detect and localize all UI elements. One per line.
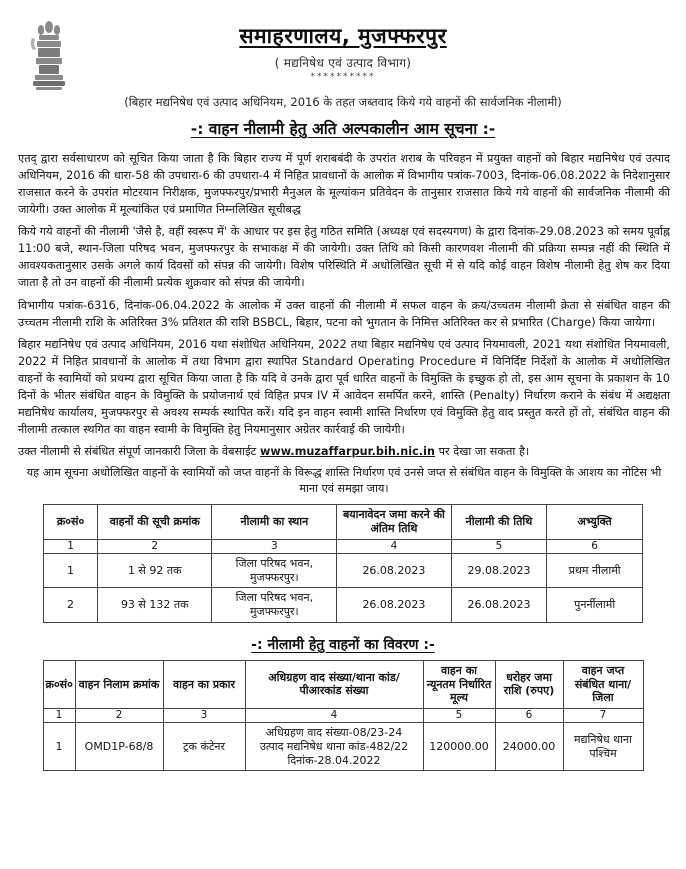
t2-r1-station-line1: मद्यनिषेध थाना (574, 733, 632, 747)
t1-colnum-1: 1 (44, 539, 98, 553)
t1-header-auction-date: नीलामी की तिथि (451, 505, 547, 540)
table-column-number-row (44, 539, 643, 553)
vehicle-details-heading: -: नीलामी हेतु वाहनों का विवरण :- (251, 636, 435, 653)
vehicle-details-table (43, 660, 644, 772)
t1-header-sno: क्र०सं० (44, 505, 98, 540)
paragraph-3: विभागीय पत्रांक-6316, दिनांक-06.04.2022 के आलोक में उक्त वाहनों की नीलामी में सफल वाहन के क्रय/उच्चतम नीलामी क्रेता से संबंधित वाहन की उच्चतम नीलामी राशि के अतिरिक्त 3% प्रतिशत की राशि BSBCL, बिहार, पटना को भुगतान के निमित्त अतिरिक्त कर से प्रभारित (Charge) किया जायेगा। (18, 298, 670, 329)
website-sentence-suffix: पर (438, 444, 450, 458)
t2-colnum-7: 7 (563, 709, 643, 723)
t2-r1-sno: 1 (43, 723, 75, 771)
t2-header-deposit: धरोहर जमा राशि (रुपए) (495, 660, 563, 708)
paragraph-6: यह आम सूचना अधोलिखित वाहनों के स्वामियों को जप्त वाहनों के विरूद्ध शास्ति निर्धारण एवं उनसे जप्त से संबंधित वाहन के विमुक्ति के आशय का नोटिस भी माना एवं समझा जाय। (26, 465, 662, 496)
act-reference-line: (बिहार मद्यनिषेध एवं उत्पाद अधिनियम, 2016 के तहत जब्तवाद किये गये वाहनों की सार्वजनिक नीलामी) (124, 95, 562, 109)
t1-r2-auction-date: 26.08.2023 (451, 588, 547, 623)
t1-colnum-6: 6 (547, 539, 643, 553)
t2-r1-case-no (245, 723, 423, 771)
t2-header-min-price: वाहन का न्यूनतम निर्धारित मूल्य (423, 660, 495, 708)
t2-r1-lot-no: OMD1P-68/8 (75, 723, 163, 771)
t1-r2-sno: 2 (44, 588, 98, 623)
t2-r1-case-line3: दिनांक-28.04.2022 (287, 753, 381, 767)
t2-colnum-2: 2 (75, 709, 163, 723)
notice-heading: -: वाहन नीलामी हेतु अति अल्पकालीन आम सूचना :- (190, 120, 496, 139)
website-sentence-prefix: उक्त नीलामी से संबंधित संपूर्ण जानकारी जिला के वेबसाईट (18, 444, 257, 458)
t1-r2-venue: जिला परिषद भवन, मुजफ्फरपुर। (212, 588, 337, 623)
notice-body (18, 150, 670, 459)
t2-r1-deposit: 24000.00 (495, 723, 563, 771)
t1-r1-auction-date: 29.08.2023 (451, 553, 547, 588)
t2-colnum-5: 5 (423, 709, 495, 723)
t1-r1-last-date: 26.08.2023 (337, 553, 451, 588)
paragraph-4: बिहार मद्यनिषेध एवं उत्पाद अधिनियम, 2016 यथा संशोधित अधिनियम, 2022 तथा बिहार मद्यनिषेध एवं उत्पाद नियमावली, 2021 यथा संशोधित नियमावली, 2022 में निहित प्रावधानों के आलोक में तथा विभाग द्वारा स्थापित Standard Operating Procedure में विनिर्दिष्ट निर्देशों के आलोक में अधोलिखित वाहनों के स्वामियों को प्रथम्य द्वारा सूचित किया जाता है कि यदि वे उनके द्वारा पूर्व धारित वाहनों के विमुक्ति के इच्छुक हो तो, इस आम सूचना के प्रकाशन के 10 दिनों के भीतर संबंधित वाहन के विमुक्ति के प्रयोजनार्थ एवं विहित प्रपत्र IV में आवेदन समर्पित करने, शास्ति (Penalty) निर्धारण कराने के संबंध में अद्यक्षता मद्यनिषेध कार्यालय, मुजफ्फरपुर से अवश्य सम्पर्क स्थापित करें। यदि इन वाहन स्वामी शास्ति निर्धारण एवं विमुक्ति हेतु वाद प्रस्तुत करते हों तो, संबंधित वाहन की नीलामी तत्काल स्थगित का वाहन स्वामी के विमुक्ति हेतु नियमानुसार अग्रेतर कार्रवाई की जायेगी। (18, 337, 670, 436)
website-sentence-tail: देखा जा सकता है। (453, 444, 530, 458)
paragraph-5 (18, 443, 670, 460)
district-website-link[interactable]: www.muzaffarpur.bih.nic.in (259, 444, 435, 458)
t1-r1-list-range: 1 से 92 तक (98, 553, 212, 588)
t2-r1-min-price: 120000.00 (423, 723, 495, 771)
t2-header-sno: क्र०सं० (43, 660, 75, 708)
t1-r2-list-range: 93 से 132 तक (98, 588, 212, 623)
organization-title: समाहरणालय, मुजफ्फरपुर (239, 24, 447, 48)
t1-colnum-2: 2 (98, 539, 212, 553)
t2-colnum-6: 6 (495, 709, 563, 723)
t1-header-remark: अभ्युक्ति (547, 505, 643, 540)
paragraph-1: एतद् द्वारा सर्वसाधारण को सूचित किया जाता है कि बिहार राज्य में पूर्ण शराबबंदी के उपरांत शराब के परिवहन में प्रयुक्त वाहनों को बिहार मद्यनिषेध एवं उत्पाद अधिनियम, 2016 की धारा-58 की उपधारा-6 की उपधारा-4 में निहित प्रावधानों के आलोक में विभागीय पत्रांक-7003, दिनांक-06.08.2022 के निदेशानुसार राजसात करने के उपरांत मोटरयान निरीक्षक, मुजफ्फरपुर/प्रभारी मैनुअल के मूल्यांकन प्रतिवेदन के तानुसार राजसात किये गये वाहनों की सार्वजनिक नीलामी की जायेगी। उक्त आलोक में मूल्यांकित एवं प्रमाणित निम्नलिखित सूचीबद्ध (18, 152, 670, 217)
t2-colnum-4: 4 (245, 709, 423, 723)
table-column-number-row (43, 709, 643, 723)
t2-r1-case-line1: अधिग्रहण वाद संख्या-08/23-24 (265, 726, 403, 740)
t2-colnum-1: 1 (43, 709, 75, 723)
t1-header-list-range: वाहनों की सूची क्रमांक (98, 505, 212, 540)
department-name: ( मद्यनिषेध एवं उत्पाद विभाग) (274, 56, 412, 70)
t2-r1-station-line2: पश्चिम (589, 746, 617, 760)
star-divider: ********** (310, 72, 376, 82)
t2-header-vehicle-type: वाहन का प्रकार (163, 660, 245, 708)
t1-colnum-5: 5 (451, 539, 547, 553)
paragraph-2: किये गये वाहनों की नीलामी 'जैसे है, वहीं स्वरूप में' के आधार पर इस हेतु गठित समिति (अध्यक्ष एवं सदस्यगण) के द्वारा दिनांक-29.08.2023 को समय पूर्वाह्न 11:00 बजे, स्थान-जिला परिषद भवन, मुजफ्फरपुर के सभाकक्ष में की जायेगी। उक्त तिथि को किसी कारणवश नीलामी की प्रक्रिया सम्पन्न नहीं की स्थिति में आवश्यकतानुसार उसके अगले कार्य दिवसों को संपन्न की जायेगी। विशेष परिस्थिति में अधोलिखित सूची में से यदि कोई वाहन विशेष नीलामी हेतु शेष कर दिया जाता है तो उन वाहनों की नीलामी प्रत्येक शुक्रवार को संपन्न की जायेगी। (18, 225, 670, 290)
t1-header-venue: नीलामी का स्थान (212, 505, 337, 540)
t2-header-case-no: अधिग्रहण वाद संख्या/थाना कांड/पीआरकांड संख्या (245, 660, 423, 708)
table-row (43, 723, 643, 771)
t1-colnum-3: 3 (212, 539, 337, 553)
t1-header-last-date: बयानावेदन जमा करने की अंतिम तिथि (337, 505, 451, 540)
table-header-row (44, 505, 643, 540)
t1-r1-sno: 1 (44, 553, 98, 588)
t1-colnum-4: 4 (337, 539, 451, 553)
table-header-row (43, 660, 643, 708)
t1-r2-remark: पुनर्नीलामी (547, 588, 643, 623)
t2-r1-case-line2: उत्पाद मद्यनिषेध थाना कांड-482/22 (259, 739, 409, 753)
t2-r1-station (563, 723, 643, 771)
t2-colnum-3: 3 (163, 709, 245, 723)
document-header (0, 0, 686, 139)
t1-r1-venue: जिला परिषद भवन, मुजफ्फरपुर। (212, 553, 337, 588)
t2-r1-vehicle-type: ट्रक कंटेनर (163, 723, 245, 771)
auction-schedule-table (43, 504, 643, 623)
table-row (44, 588, 643, 623)
t2-header-lot-no: वाहन निलाम क्रमांक (75, 660, 163, 708)
t1-r1-remark: प्रथम नीलामी (547, 553, 643, 588)
table-row (44, 553, 643, 588)
t2-header-station: वाहन जप्त संबंधित थाना/जिला (563, 660, 643, 708)
t1-r2-last-date: 26.08.2023 (337, 588, 451, 623)
